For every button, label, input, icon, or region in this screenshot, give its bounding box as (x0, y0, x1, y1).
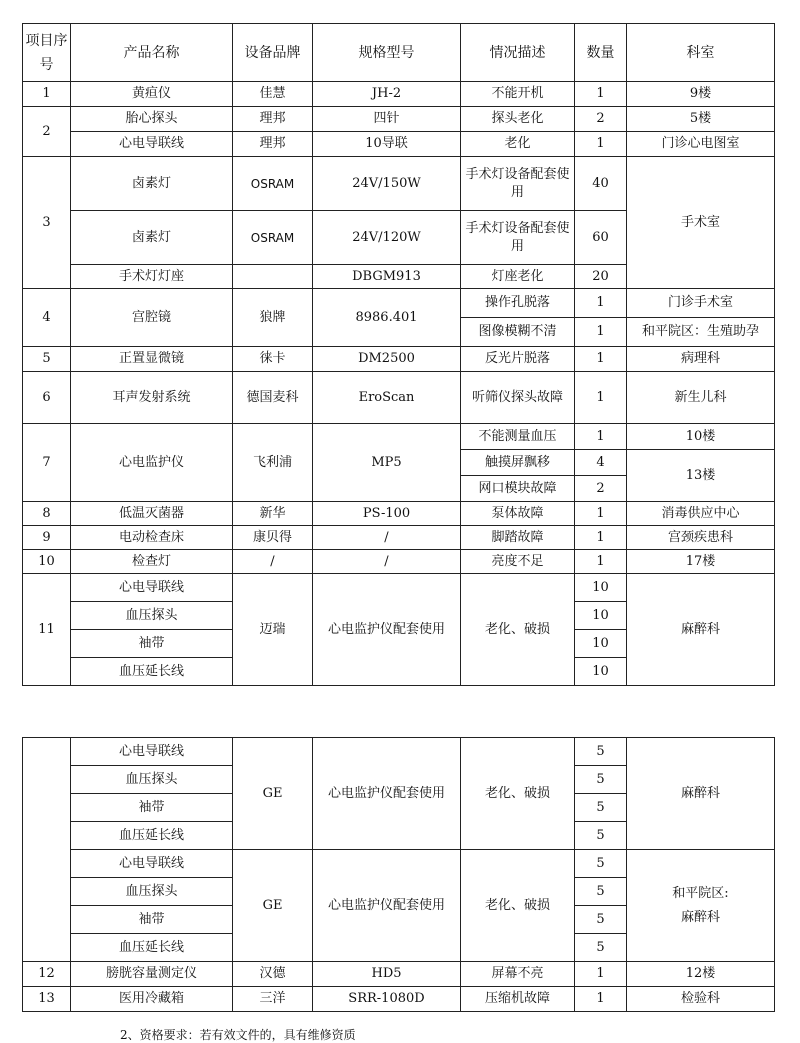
cell-seq: 2 (23, 107, 71, 157)
cell-name: 卤素灯 (71, 157, 233, 211)
cell-brand: OSRAM (233, 157, 313, 211)
cell-qty: 1 (575, 987, 627, 1012)
table-row (23, 424, 775, 450)
cell-brand: 飞利浦 (233, 424, 313, 502)
cell-qty: 5 (575, 906, 627, 934)
cell-desc: 压缩机故障 (461, 987, 575, 1012)
table-row (23, 574, 775, 602)
cell-seq: 8 (23, 502, 71, 526)
cell-dept: 病理科 (627, 347, 775, 372)
cell-dept: 消毒供应中心 (627, 502, 775, 526)
cell-name: 袖带 (71, 794, 233, 822)
cell-desc: 触摸屏飘移 (461, 450, 575, 476)
cell-brand: GE (233, 850, 313, 962)
dept-line: 和平院区: (672, 885, 729, 901)
cell-desc: 探头老化 (461, 107, 575, 132)
cell-model: 24V/120W (313, 211, 461, 265)
cell-brand: / (233, 550, 313, 574)
cell-desc: 老化、破损 (461, 850, 575, 962)
cell-model: 10导联 (313, 132, 461, 157)
cell-seq: 13 (23, 987, 71, 1012)
cell-model: / (313, 550, 461, 574)
header-qty: 数量 (575, 24, 627, 82)
cell-desc: 不能测量血压 (461, 424, 575, 450)
cell-brand: 狼牌 (233, 289, 313, 347)
table-row (23, 738, 775, 766)
cell-name: 膀胱容量测定仪 (71, 962, 233, 987)
cell-qty: 1 (575, 347, 627, 372)
cell-seq: 10 (23, 550, 71, 574)
cell-qty: 1 (575, 962, 627, 987)
cell-dept: 检验科 (627, 987, 775, 1012)
cell-qty: 2 (575, 476, 627, 502)
cell-model: JH-2 (313, 82, 461, 107)
table-row (23, 107, 775, 132)
cell-brand: OSRAM (233, 211, 313, 265)
cell-seq: 5 (23, 347, 71, 372)
cell-model: SRR-1080D (313, 987, 461, 1012)
cell-name: 宫腔镜 (71, 289, 233, 347)
cell-model: / (313, 526, 461, 550)
cell-qty: 1 (575, 372, 627, 424)
cell-name: 血压延长线 (71, 822, 233, 850)
cell-qty: 5 (575, 794, 627, 822)
cell-qty: 1 (575, 502, 627, 526)
cell-name: 黄疸仪 (71, 82, 233, 107)
cell-dept: 宫颈疾患科 (627, 526, 775, 550)
cell-dept: 5楼 (627, 107, 775, 132)
cell-seq: 6 (23, 372, 71, 424)
cell-brand (233, 265, 313, 289)
table-row (23, 850, 775, 878)
cell-brand: 汉德 (233, 962, 313, 987)
cell-dept: 麻醉科 (627, 574, 775, 686)
cell-desc: 反光片脱落 (461, 347, 575, 372)
cell-name: 血压探头 (71, 602, 233, 630)
table-row (23, 987, 775, 1012)
cell-brand: 徕卡 (233, 347, 313, 372)
cell-desc: 图像模糊不清 (461, 318, 575, 347)
header-dept: 科室 (627, 24, 775, 82)
dept-line: 麻醉科 (680, 909, 720, 925)
cell-name: 医用冷藏箱 (71, 987, 233, 1012)
cell-dept: 13楼 (627, 450, 775, 502)
cell-model: 心电监护仪配套使用 (313, 738, 461, 850)
cell-dept: 门诊手术室 (627, 289, 775, 318)
table-row (23, 502, 775, 526)
cell-model: HD5 (313, 962, 461, 987)
cell-name: 血压延长线 (71, 658, 233, 686)
header-brand: 设备品牌 (233, 24, 313, 82)
header-seq: 项目序号 (23, 24, 71, 82)
cell-desc: 手术灯设备配套使用 (461, 211, 575, 265)
cell-brand: 康贝得 (233, 526, 313, 550)
cell-qty: 5 (575, 766, 627, 794)
cell-desc: 不能开机 (461, 82, 575, 107)
footnote: 2、资格要求：若有效文件的，具有维修资质 (120, 1028, 356, 1042)
cell-name: 血压探头 (71, 878, 233, 906)
cell-qty: 1 (575, 132, 627, 157)
cell-seq: 12 (23, 962, 71, 987)
cell-name: 电动检查床 (71, 526, 233, 550)
cell-seq: 4 (23, 289, 71, 347)
cell-qty: 5 (575, 878, 627, 906)
cell-dept: 门诊心电图室 (627, 132, 775, 157)
cell-desc: 灯座老化 (461, 265, 575, 289)
cell-name: 检查灯 (71, 550, 233, 574)
table-row (23, 347, 775, 372)
cell-brand: 理邦 (233, 107, 313, 132)
cell-seq: 9 (23, 526, 71, 550)
table-row (23, 526, 775, 550)
cell-name: 心电导联线 (71, 850, 233, 878)
cell-qty: 1 (575, 82, 627, 107)
cell-qty: 1 (575, 526, 627, 550)
cell-name: 手术灯灯座 (71, 265, 233, 289)
cell-qty: 1 (575, 289, 627, 318)
cell-seq: 3 (23, 157, 71, 289)
cell-brand: 理邦 (233, 132, 313, 157)
cell-brand: 迈瑞 (233, 574, 313, 686)
cell-model: DM2500 (313, 347, 461, 372)
table-row (23, 372, 775, 424)
cell-qty: 60 (575, 211, 627, 265)
cell-dept: 手术室 (627, 157, 775, 289)
repair-table-page2 (22, 737, 775, 1012)
cell-desc: 网口模块故障 (461, 476, 575, 502)
cell-name: 低温灭菌器 (71, 502, 233, 526)
header-model: 规格型号 (313, 24, 461, 82)
cell-name: 血压探头 (71, 766, 233, 794)
cell-desc: 听筛仪探头故障 (461, 372, 575, 424)
cell-dept (627, 850, 775, 962)
cell-name: 心电导联线 (71, 132, 233, 157)
repair-table-page1 (22, 23, 775, 686)
cell-qty: 1 (575, 550, 627, 574)
header-name: 产品名称 (71, 24, 233, 82)
cell-dept: 10楼 (627, 424, 775, 450)
cell-model: 心电监护仪配套使用 (313, 850, 461, 962)
cell-dept: 9楼 (627, 82, 775, 107)
cell-name: 心电导联线 (71, 738, 233, 766)
cell-name: 袖带 (71, 630, 233, 658)
cell-seq: 7 (23, 424, 71, 502)
table-header-row (23, 24, 775, 82)
cell-brand: 三洋 (233, 987, 313, 1012)
cell-desc: 老化 (461, 132, 575, 157)
cell-name: 袖带 (71, 906, 233, 934)
cell-qty: 4 (575, 450, 627, 476)
cell-qty: 10 (575, 658, 627, 686)
cell-name: 心电监护仪 (71, 424, 233, 502)
cell-qty: 1 (575, 318, 627, 347)
cell-qty: 5 (575, 850, 627, 878)
cell-model: 24V/150W (313, 157, 461, 211)
cell-seq: 1 (23, 82, 71, 107)
cell-qty: 5 (575, 738, 627, 766)
cell-desc: 操作孔脱落 (461, 289, 575, 318)
cell-brand: 德国麦科 (233, 372, 313, 424)
cell-dept: 新生儿科 (627, 372, 775, 424)
cell-seq (23, 738, 71, 962)
cell-dept: 麻醉科 (627, 738, 775, 850)
cell-qty: 10 (575, 602, 627, 630)
cell-name: 卤素灯 (71, 211, 233, 265)
cell-qty: 5 (575, 934, 627, 962)
cell-brand: 佳慧 (233, 82, 313, 107)
header-desc: 情况描述 (461, 24, 575, 82)
cell-dept: 12楼 (627, 962, 775, 987)
cell-brand: 新华 (233, 502, 313, 526)
cell-desc: 屏幕不亮 (461, 962, 575, 987)
cell-model: PS-100 (313, 502, 461, 526)
cell-name: 胎心探头 (71, 107, 233, 132)
cell-qty: 20 (575, 265, 627, 289)
cell-name: 心电导联线 (71, 574, 233, 602)
table-row (23, 132, 775, 157)
table-row (23, 962, 775, 987)
cell-dept: 和平院区：生殖助孕 (627, 318, 775, 347)
cell-desc: 手术灯设备配套使用 (461, 157, 575, 211)
cell-name: 正置显微镜 (71, 347, 233, 372)
cell-desc: 泵体故障 (461, 502, 575, 526)
cell-qty: 5 (575, 822, 627, 850)
cell-desc: 老化、破损 (461, 574, 575, 686)
cell-qty: 1 (575, 424, 627, 450)
cell-qty: 10 (575, 630, 627, 658)
cell-name: 耳声发射系统 (71, 372, 233, 424)
table-row (23, 157, 775, 211)
cell-model: 8986.401 (313, 289, 461, 347)
cell-model: 心电监护仪配套使用 (313, 574, 461, 686)
cell-qty: 40 (575, 157, 627, 211)
cell-qty: 10 (575, 574, 627, 602)
cell-desc: 老化、破损 (461, 738, 575, 850)
cell-desc: 脚踏故障 (461, 526, 575, 550)
cell-dept: 17楼 (627, 550, 775, 574)
cell-qty: 2 (575, 107, 627, 132)
table-row (23, 289, 775, 318)
cell-model: EroScan (313, 372, 461, 424)
cell-brand: GE (233, 738, 313, 850)
table-row (23, 550, 775, 574)
cell-name: 血压延长线 (71, 934, 233, 962)
cell-model: 四针 (313, 107, 461, 132)
cell-model: DBGM913 (313, 265, 461, 289)
cell-model: MP5 (313, 424, 461, 502)
table-row (23, 82, 775, 107)
cell-seq: 11 (23, 574, 71, 686)
cell-desc: 亮度不足 (461, 550, 575, 574)
